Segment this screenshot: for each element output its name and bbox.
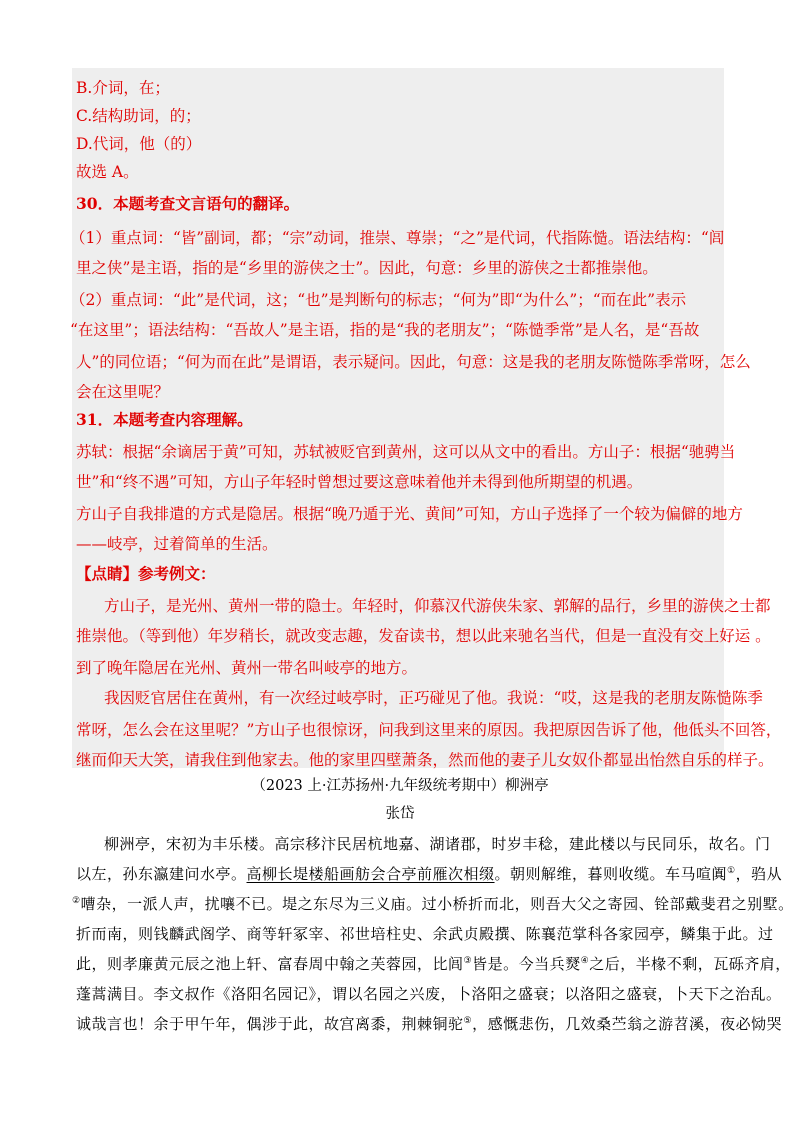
answer-line: C.结构助词，的； (76, 107, 201, 125)
passage-text: 皆是。今当兵燹 (472, 955, 581, 973)
passage-line (76, 864, 782, 884)
passage-text: ，感慨悲伤，几效桑苎翁之游苕溪，夜必恸哭 (472, 1015, 783, 1033)
passage-line (76, 1014, 782, 1034)
answer-line: 会在这里呢？ (76, 383, 170, 401)
footnote-marker: ⑤ (463, 1016, 473, 1026)
passage-line: 蓬蒿满目。李文叔作《洛阳名园记》，谓以名园之兴废，卜洛阳之盛衰；以洛阳之盛衰，卜天下之治乱。 (76, 985, 782, 1003)
answer-line: “在这里”；语法结构：“吾故人”是主语，指的是“我的老朋友”；“陈慥季常”是人名，是“吾故 (70, 321, 700, 339)
passage-source-title: （2023 上·江苏扬州·九年级统考期中）柳洲亭 (251, 778, 549, 794)
answer-line: 苏轼：根据“余谪居于黄”可知，苏轼被贬官到黄州，这可以从文中的看出。方山子：根据“驰骋当 (76, 443, 736, 461)
passage-text: 诚哉言也！余于甲午年，偶涉于此，故宫离黍，荆棘铜驼 (76, 1015, 464, 1033)
passage-text: 嘈杂，一派人声，扰嚷不已。堤之东尽为三义庙。过小桥折而北，则吾大父之寄园、铨部戴斐君之别墅。 (80, 895, 794, 913)
footnote-marker: ④ (580, 956, 590, 966)
question-30-heading: 30．本题考查文言语句的翻译。 (76, 194, 300, 213)
passage-line (72, 894, 794, 914)
passage-text: 此，则孝廉黄元辰之池上轩、富春周中翰之芙蓉园，比闾 (76, 955, 464, 973)
answer-line: 人”的同位语；“何为而在此”是谓语，表示疑问。因此，句意：这是我的老朋友陈慥陈季常呀，怎么 (76, 353, 751, 371)
example-line: 方山子，是光州、黄州一带的隐士。年轻时，仰慕汉代游侠朱家、郭解的品行，乡里的游侠之士都 (104, 597, 771, 615)
passage-line: 折而南，则钱麟武阁学、商等轩冢宰、祁世培柱史、余武贞殿撰、陈襄范掌科各家园亭，鳞集于此。过 (76, 925, 774, 943)
answer-line: B.介词，在； (76, 79, 170, 97)
passage-line: 柳洲亭，宋初为丰乐楼。高宗移汴民居杭地嘉、湖诸郡，时岁丰稔，建此楼以与民同乐，故名。门 (104, 835, 771, 853)
passage-text: 。朝则解维，暮则收缆。车马喧阗 (494, 865, 728, 883)
passage-text: 以左，孙东瀛建问水亭。 (76, 865, 247, 883)
passage-text: ，驺从 (735, 865, 783, 883)
dianjing-heading: 【点睛】参考例文： (76, 564, 216, 583)
passage-text: 之后，半椽不剩，瓦砾齐肩， (589, 955, 791, 973)
example-line: 推崇他。（等到他）年岁稍长，就改变志趣，发奋读书，想以此来驰名当代，但是一直没有交上好运 。 (76, 627, 771, 645)
footnote-marker: ② (72, 896, 81, 906)
example-line: 常呀，怎么会在这里呢？”方山子也很惊讶，问我到这里来的原因。我把原因告诉了他，他低头不回答， (76, 721, 782, 739)
answer-line: ——岐亭，过着简单的生活。 (76, 535, 278, 553)
footnote-marker: ③ (463, 956, 473, 966)
answer-line: （2）重点词：“此”是代词，这；“也”是判断句的标志；“何为”即“为什么”；“而在此”表示 (70, 291, 687, 309)
answer-line: D.代词，他（的） (76, 135, 202, 153)
answer-line: 世”和“终不遇”可知，方山子年轻时曾想过要这意味着他并未得到他所期望的机遇。 (76, 473, 643, 491)
example-line: 我因贬官居住在黄州，有一次经过岐亭时，正巧碰见了他。我说：“哎，这是我的老朋友陈慥陈季 (104, 689, 763, 707)
passage-line (76, 954, 791, 974)
answer-line: 里之侠”是主语，指的是“乡里的游侠之士”。因此，句意：乡里的游侠之士都推崇他。 (76, 259, 658, 277)
answer-line: 故选 A。 (76, 163, 139, 181)
footnote-marker: ① (727, 866, 736, 876)
answer-line: 方山子自我排遣的方式是隐居。根据“晚乃遁于光、黄间”可知，方山子选择了一个较为偏僻的地方 (76, 505, 743, 523)
underlined-sentence: 高柳长堤楼船画舫会合亭前雁次相缀 (246, 865, 495, 883)
question-31-heading: 31．本题考查内容理解。 (76, 410, 253, 429)
passage-author: 张岱 (385, 806, 415, 822)
answer-line: （1）重点词：“皆”副词，都；“宗”动词，推崇、尊崇；“之”是代词，代指陈慥。语法结构：“闾 (70, 229, 725, 247)
example-line: 到了晚年隐居在光州、黄州一带名叫岐亭的地方。 (76, 659, 418, 677)
example-line: 继而仰天大笑，请我住到他家去。他的家里四壁萧条，然而他的妻子儿女奴仆都显出怡然自乐的样子。 (76, 751, 774, 769)
